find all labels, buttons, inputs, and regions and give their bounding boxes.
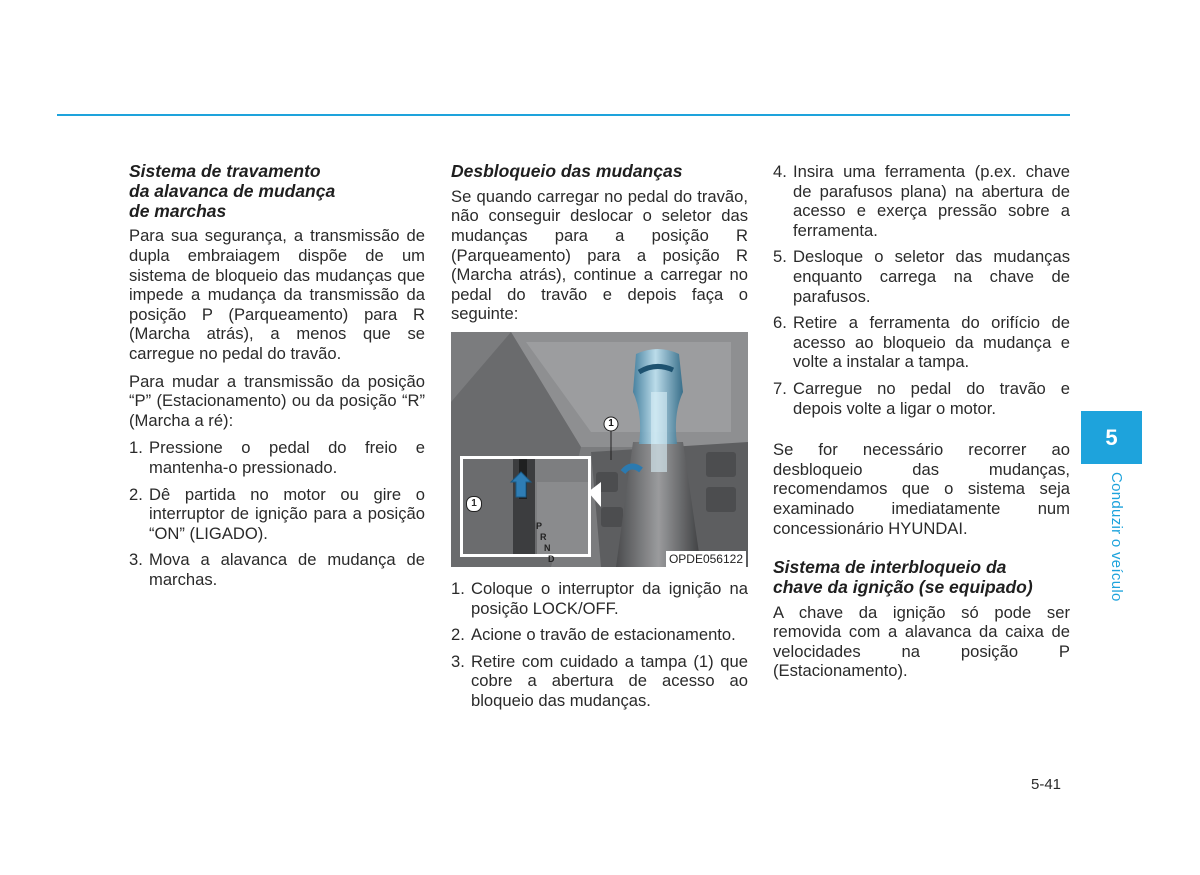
- section-heading-key-interlock: Sistema de interbloqueio da chave da ignição (se equipado): [773, 557, 1033, 597]
- chapter-label: Conduzir o veículo: [1108, 472, 1125, 602]
- header-rule: [57, 114, 1070, 116]
- column-middle: [451, 162, 748, 718]
- gear-console-drawing: [451, 332, 748, 567]
- paragraph: Para sua segurança, a transmissão de dupla embraiagem dispõe de um sistema de bloqueio das mudanças que impede a mudança da transmissão da posição P (Parqueamento) para R (Marcha atrás), a menos que se carregue no pedal do travão.: [129, 226, 425, 363]
- paragraph: A chave da ignição só pode ser removida com a alavanca da caixa de velocidades na posição P (Estacionamento).: [773, 602, 1070, 681]
- steps-list: [773, 162, 1070, 418]
- list-item: 1. Coloque o interruptor da ignição na posição LOCK/OFF.: [451, 578, 748, 618]
- paragraph: Para mudar a transmissão da posição “P” (Estacionamento) ou da posição “R” (Marcha a ré):: [129, 371, 425, 430]
- paragraph: Se quando carregar no pedal do travão, não conseguir deslocar o seletor das mudanças para a posição R (Parqueamento) para a posição R (Marcha atrás), continue a carregar no pedal do travão e depois faça o seguinte:: [451, 186, 748, 324]
- list-item: 3. Retire com cuidado a tampa (1) que cobre a abertura de acesso ao bloqueio das mudanças.: [451, 651, 748, 710]
- shift-lever-illustration: [451, 332, 748, 567]
- list-item: 7. Carregue no pedal do travão e depois volte a ligar o motor.: [773, 378, 1070, 418]
- section-heading-shift-lock: Sistema de travamento da alavanca de mudança de marchas: [129, 161, 336, 221]
- paragraph: Se for necessário recorrer ao desbloqueio das mudanças, recomendamos que o sistema seja examinado imediatamente num concessionário HYUNDAI.: [773, 440, 1070, 538]
- list-item: 2. Acione o travão de estacionamento.: [451, 625, 736, 645]
- list-item: 3. Mova a alavanca de mudança de marchas.: [129, 550, 425, 589]
- steps-list: [129, 438, 425, 589]
- page-number: 5-41: [1031, 776, 1062, 793]
- list-item: 1. Pressione o pedal do freio e mantenha-o pressionado.: [129, 438, 425, 477]
- callout-inset: 1: [466, 496, 482, 512]
- column-left: [129, 162, 425, 596]
- list-item: 2. Dê partida no motor ou gire o interruptor de ignição para a posição “ON” (LIGADO).: [129, 484, 425, 543]
- gear-letter-p: P: [536, 520, 543, 531]
- gear-letter-d: D: [548, 553, 555, 564]
- chapter-number-tab: 5: [1081, 411, 1142, 464]
- callout-main: 1: [608, 417, 614, 429]
- column-right: [773, 162, 1070, 689]
- section-heading-shift-unlock: Desbloqueio das mudanças: [451, 161, 683, 181]
- steps-list: [451, 579, 748, 711]
- list-item: 5. Desloque o seletor das mudanças enquanto carrega na chave de parafusos.: [773, 247, 1070, 306]
- list-item: 6. Retire a ferramenta do orifício de acesso ao bloqueio da mudança e volte a instalar a tampa.: [773, 313, 1070, 372]
- figure-code: OPDE056122: [666, 551, 746, 567]
- gear-letter-r: R: [540, 531, 547, 542]
- gear-letter-n: N: [544, 542, 551, 553]
- list-item: 4. Insira uma ferramenta (p.ex. chave de parafusos plana) na abertura de acesso e exerça pressão sobre a ferramenta.: [773, 162, 1070, 240]
